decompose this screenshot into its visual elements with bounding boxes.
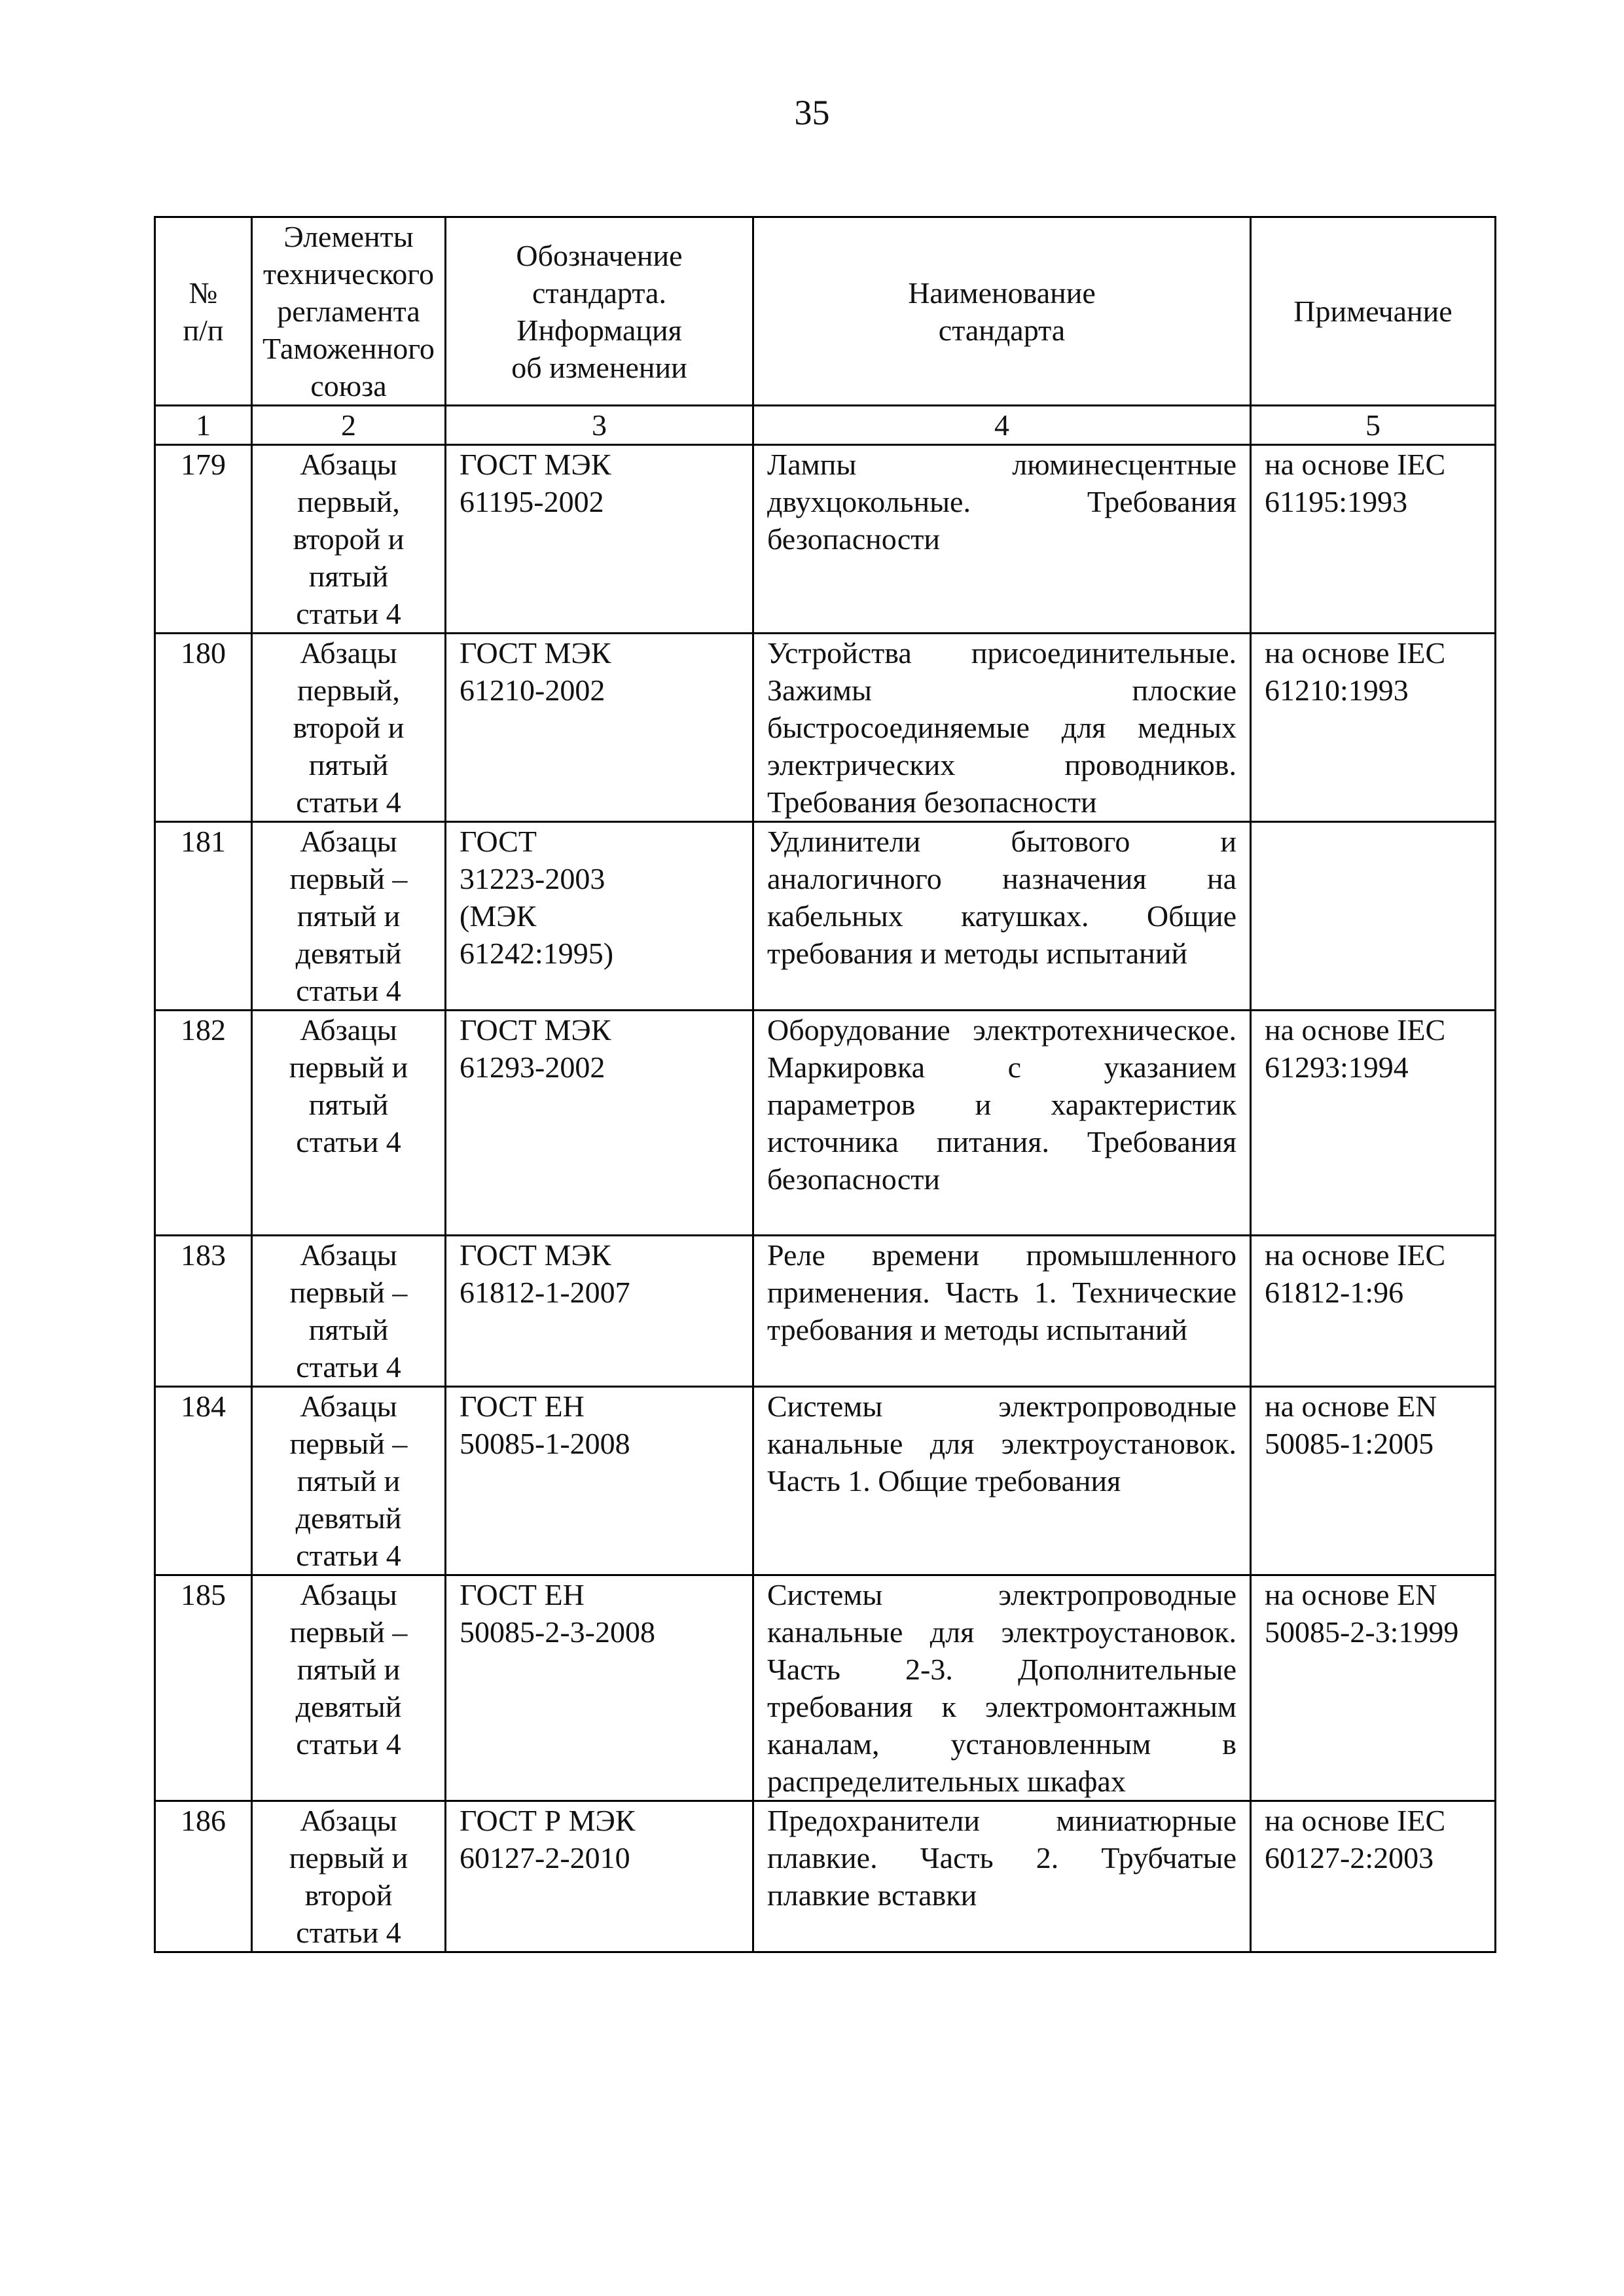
standard-designation: ГОСТ МЭК 61195-2002 (446, 445, 753, 634)
regulation-elements: Абзацы первый – пятый и девятый статьи 4 (252, 822, 446, 1011)
column-number: 3 (446, 406, 753, 445)
row-number: 185 (155, 1575, 252, 1801)
table-row (155, 1236, 1496, 1387)
standard-designation: ГОСТ ЕН 50085-1-2008 (446, 1387, 753, 1575)
table-body (155, 445, 1496, 1952)
standard-note: на основе EN 50085-1:2005 (1251, 1387, 1496, 1575)
regulation-elements: Абзацы первый и пятый статьи 4 (252, 1011, 446, 1236)
row-number: 184 (155, 1387, 252, 1575)
standard-note: на основе IEC 61195:1993 (1251, 445, 1496, 634)
standard-note: на основе IEC 60127-2:2003 (1251, 1801, 1496, 1952)
standard-name: Оборудование электротехническое. Маркировка с указанием параметров и характеристик источника питания. Требования безопасности (753, 1011, 1251, 1236)
regulation-elements: Абзацы первый и второй статьи 4 (252, 1801, 446, 1952)
header-number: № п/п (155, 217, 252, 406)
standard-name: Удлинители бытового и аналогичного назначения на кабельных катушках. Общие требования и методы испытаний (753, 822, 1251, 1011)
table-row (155, 1387, 1496, 1575)
row-number: 182 (155, 1011, 252, 1236)
regulation-elements: Абзацы первый – пятый и девятый статьи 4 (252, 1387, 446, 1575)
standard-note: на основе IEC 61210:1993 (1251, 634, 1496, 822)
header-name: Наименование стандарта (753, 217, 1251, 406)
standard-designation: ГОСТ МЭК 61210-2002 (446, 634, 753, 822)
standard-note: на основе IEC 61293:1994 (1251, 1011, 1496, 1236)
regulation-elements: Абзацы первый – пятый статьи 4 (252, 1236, 446, 1387)
header-note: Примечание (1251, 217, 1496, 406)
standard-note (1251, 822, 1496, 1011)
column-number: 4 (753, 406, 1251, 445)
row-number: 179 (155, 445, 252, 634)
standard-designation: ГОСТ МЭК 61293-2002 (446, 1011, 753, 1236)
standard-name: Устройства присоединительные. Зажимы плоские быстросоединяемые для медных электрических проводников. Требования безопасности (753, 634, 1251, 822)
standards-table (154, 216, 1496, 1953)
header-standard: Обозначение стандарта. Информация об изменении (446, 217, 753, 406)
table-row (155, 1801, 1496, 1952)
row-number: 183 (155, 1236, 252, 1387)
column-number: 5 (1251, 406, 1496, 445)
table-row (155, 1011, 1496, 1236)
table-row (155, 822, 1496, 1011)
standard-name: Системы электропроводные канальные для электроустановок. Часть 2-3. Дополнительные требования к электромонтажным каналам, установленным в распределительных шкафах (753, 1575, 1251, 1801)
standard-designation: ГОСТ Р МЭК 60127-2-2010 (446, 1801, 753, 1952)
standard-designation: ГОСТ ЕН 50085-2-3-2008 (446, 1575, 753, 1801)
column-number: 1 (155, 406, 252, 445)
standard-note: на основе IEC 61812-1:96 (1251, 1236, 1496, 1387)
table-row (155, 445, 1496, 634)
row-number: 181 (155, 822, 252, 1011)
column-number: 2 (252, 406, 446, 445)
table-row (155, 1575, 1496, 1801)
regulation-elements: Абзацы первый, второй и пятый статьи 4 (252, 445, 446, 634)
column-number-row (155, 406, 1496, 445)
header-elements: Элементы технического регламента Таможенного союза (252, 217, 446, 406)
regulation-elements: Абзацы первый – пятый и девятый статьи 4 (252, 1575, 446, 1801)
standard-name: Системы электропроводные канальные для электроустановок. Часть 1. Общие требования (753, 1387, 1251, 1575)
table-row (155, 634, 1496, 822)
standard-designation: ГОСТ МЭК 61812-1-2007 (446, 1236, 753, 1387)
standard-designation: ГОСТ 31223-2003 (МЭК 61242:1995) (446, 822, 753, 1011)
row-number: 180 (155, 634, 252, 822)
standard-name: Предохранители миниатюрные плавкие. Часть 2. Трубчатые плавкие вставки (753, 1801, 1251, 1952)
row-number: 186 (155, 1801, 252, 1952)
standard-name: Реле времени промышленного применения. Часть 1. Технические требования и методы испытаний (753, 1236, 1251, 1387)
standard-name: Лампы люминесцентные двухцокольные. Требования безопасности (753, 445, 1251, 634)
standard-note: на основе EN 50085-2-3:1999 (1251, 1575, 1496, 1801)
page-number: 35 (794, 93, 830, 132)
regulation-elements: Абзацы первый, второй и пятый статьи 4 (252, 634, 446, 822)
table-header-row (155, 217, 1496, 406)
